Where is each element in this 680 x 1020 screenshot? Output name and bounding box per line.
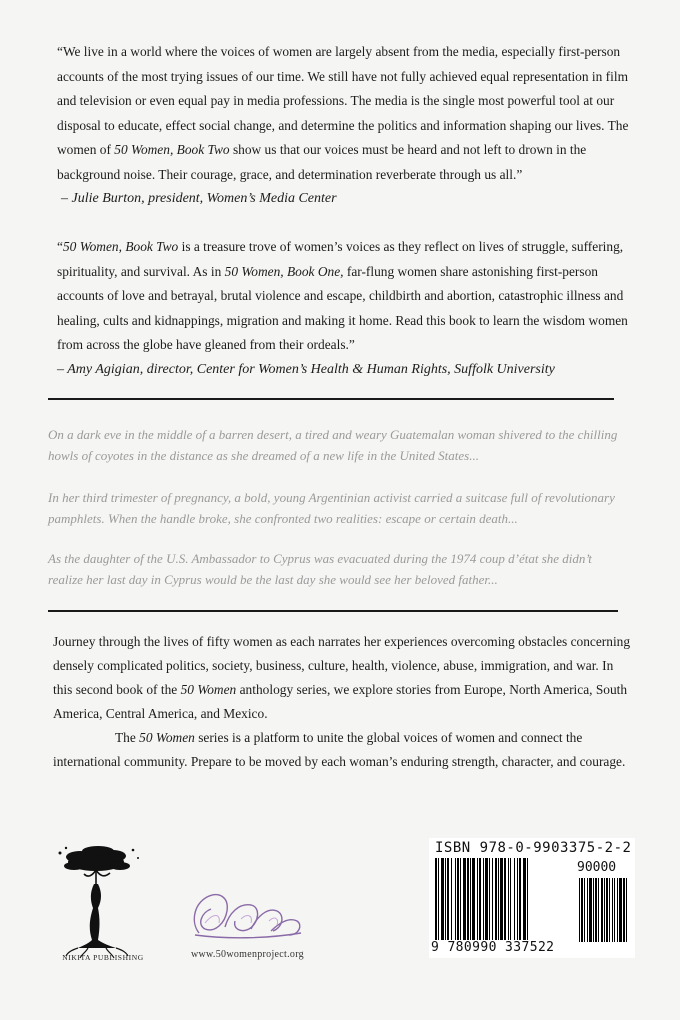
barcode-bar [489, 858, 490, 940]
publisher-name: NIKITA PUBLISHING [62, 953, 144, 962]
barcode-bar [455, 858, 456, 940]
quote-segment: far-flung women share astonishing first-person accounts of love and betrayal, brutal violence and escape, childbirth and abortion, catastrophic illness and healing, cults and kidnappings, migration and making it home. Read this book to learn the wisdom women from across the globe have gleaned from their ordeals.” [57, 263, 628, 352]
divider-bottom [48, 610, 618, 612]
barcode-bar [581, 878, 583, 942]
desc-text: Journey through the lives of fifty women as each narrates her experiences overcoming obstacles concerning densely complicated politics, society, business, culture, health, violence, abuse, immigration, and war. In this second book of the [53, 634, 631, 697]
barcode-bar [579, 878, 580, 942]
barcode-bar [604, 878, 605, 942]
project-url: www.50womenproject.org [191, 949, 304, 960]
barcode-bar [504, 858, 506, 940]
teaser-text: On a dark eve in the middle of a barren desert, a tired and weary Guatemalan woman shivered to the chilling howls of coyotes in the distance as she dreamed of a new life in the United States... [48, 427, 618, 463]
quote-segment: show us that our voices must be heard and not left to drown in the background noise. Their courage, grace, and determination reverberate through us all.” [57, 142, 587, 182]
teaser-text: In her third trimester of pregnancy, a bold, young Argentinian activist carried a suitcase full of revolutionary pamphlets. When the handle broke, she confronted two realities: escape or certain death... [48, 490, 615, 526]
barcode-bar [595, 878, 597, 942]
teaser-cyprus [48, 548, 628, 590]
barcode-bar [609, 878, 610, 942]
barcode-bar [492, 858, 493, 940]
quote-text [57, 40, 632, 187]
barcode-bar [435, 858, 437, 940]
book-title: 50 Women, Book Two [62, 239, 179, 254]
quote-segment: is a treasure trove of women’s voices as they reflect on lives of struggle, suffering, spirituality, and survival. As in [57, 239, 624, 279]
barcode-bar [623, 878, 625, 942]
barcode-bar [614, 878, 615, 942]
barcode-bar [467, 858, 469, 940]
quote-segment: “ [57, 239, 63, 254]
barcode-bar [495, 858, 497, 940]
barcode-bar [589, 878, 592, 942]
barcode-bar [527, 858, 528, 940]
barcode-bar [472, 858, 475, 940]
barcode-bar [485, 858, 488, 940]
barcode-bar [519, 858, 521, 940]
barcode-bar [457, 858, 459, 940]
ean-digits: 9 780990 337522 [431, 940, 555, 955]
quote-segment: “We live in a world where the voices of women are largely absent from the media, especially first-person accounts of the most trying issues of our time. We still have not fully achieved equal representation in film and television or even equal pay in media professions. The media is the single most powerful tool at our disposal to educate, effect social change, and determine the politics and information shaping our lives. The women of [57, 44, 629, 157]
barcode-bar [451, 858, 452, 940]
barcode-bar [479, 858, 481, 940]
desc-text: series is a platform to unite the global voices of women and connect the international community. Prepare to be moved by each woman’s enduring strength, character, and courage. [53, 730, 626, 769]
50-women-logo-icon [185, 883, 310, 943]
quote-text [57, 235, 632, 358]
quote-burton [57, 40, 632, 212]
barcode-bar [619, 878, 622, 942]
barcode-bar [523, 858, 526, 940]
barcode-bar [447, 858, 449, 940]
series-title: 50 Women [139, 730, 195, 745]
teaser-argentina [48, 487, 628, 529]
barcode-bar [483, 858, 484, 940]
barcode-bar [460, 858, 461, 940]
isbn-label: ISBN 978-0-9903375-2-2 [435, 840, 632, 856]
series-title: 50 Women [180, 682, 237, 697]
description-paragraph-1 [53, 630, 633, 726]
barcode-bar [463, 858, 466, 940]
barcode-bar [477, 858, 478, 940]
barcode-bar [508, 858, 509, 940]
quote-attribution: – Julie Burton, president, Women’s Media Center [61, 191, 337, 206]
quote-agigian [57, 235, 632, 382]
quote-attribution: – Amy Agigian, director, Center for Women’s Health & Human Rights, Suffolk University [57, 361, 555, 377]
barcode-bar [438, 858, 439, 940]
barcode-bar [601, 878, 603, 942]
teaser-text: As the daughter of the U.S. Ambassador to Cyprus was evacuated during the 1974 coup d’état she didn’t realize her last day in Cyprus would be the last day she would see her beloved father... [48, 551, 592, 587]
barcode-bar [593, 878, 594, 942]
barcode-bar [617, 878, 618, 942]
barcode-bar [612, 878, 613, 942]
tree-woman-icon [38, 840, 160, 965]
barcode-bar [584, 878, 585, 942]
barcode-bar [498, 858, 499, 940]
barcode-bar [441, 858, 444, 940]
barcode-bar [626, 878, 627, 942]
book-title: 50 Women, Book One, [224, 263, 344, 279]
barcode-bar [587, 878, 588, 942]
desc-text: The [115, 730, 140, 745]
barcode-bar [470, 858, 471, 940]
barcode-bar [514, 858, 515, 940]
barcode-bar [517, 858, 518, 940]
book-description [53, 630, 633, 774]
barcode-bar [445, 858, 446, 940]
barcode-bar [606, 878, 608, 942]
description-paragraph-2 [53, 726, 633, 774]
desc-text: anthology series, we explore stories from Europe, North America, South America, Central America, and Mexico. [53, 682, 628, 721]
isbn-barcode [429, 838, 635, 958]
price-code: 90000 [577, 860, 617, 875]
teaser-guatemala [48, 424, 628, 466]
divider-top [48, 398, 614, 400]
barcode-bar [500, 858, 503, 940]
barcode-bar [510, 858, 511, 940]
book-title: 50 Women, Book Two [114, 142, 230, 157]
barcode-bar [598, 878, 599, 942]
